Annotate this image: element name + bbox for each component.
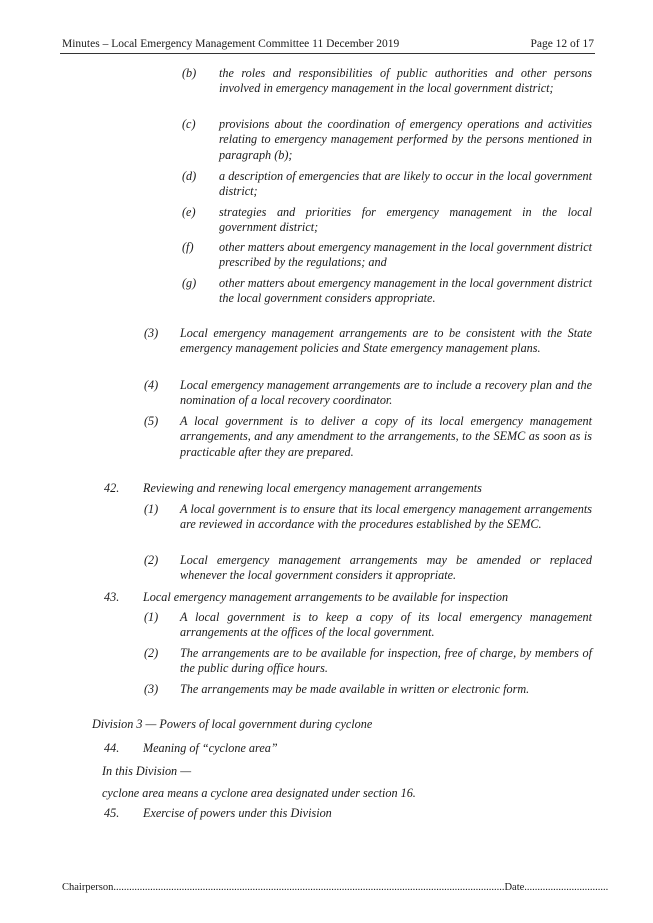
para-label-f: (f) (182, 240, 194, 254)
section-heading-43: Local emergency management arrangements to be available for inspection (143, 590, 509, 604)
header-title: Minutes – Local Emergency Management Committee 11 December 2019 (62, 38, 400, 50)
subsection-label-41-3: (3) (144, 326, 159, 340)
definition-cyclone-area: cyclone area means a cyclone area designated under section 16. (102, 786, 416, 800)
subsection-43-3: The arrangements may be made available in written or electronic form. (180, 682, 530, 696)
para-label-e: (e) (182, 205, 196, 219)
para-label-c: (c) (182, 117, 196, 131)
para-d: a description of emergencies that are likely to occur in the local government district; (219, 169, 592, 199)
signature-footer (62, 882, 608, 893)
division-intro: In this Division — (102, 764, 192, 778)
subsection-label-42-1: (1) (144, 502, 159, 516)
para-label-b: (b) (182, 66, 197, 80)
section-number-42: 42. (104, 481, 120, 495)
para-b: the roles and responsibilities of public authorities and other persons involved in emergency management in the local government district; (219, 66, 592, 96)
subsection-41-5: A local government is to deliver a copy of its local emergency management arrangements, and any amendment to the arrangements, to the SEMC as soon as is practicable after they are prepared. (180, 414, 592, 459)
subsection-42-2: Local emergency management arrangements may be amended or replaced whenever the local government considers it appropriate. (180, 553, 592, 583)
chairperson-label: Chairperson (62, 882, 114, 893)
division-heading: Division 3 — Powers of local government during cyclone (92, 717, 373, 731)
para-e: strategies and priorities for emergency management in the local government district; (219, 205, 592, 235)
header-divider (60, 53, 595, 54)
subsection-label-41-5: (5) (144, 414, 159, 428)
page-number: Page 12 of 17 (530, 38, 594, 50)
para-g: other matters about emergency management in the local government district the local government considers appropriate. (219, 276, 592, 306)
subsection-41-4: Local emergency management arrangements are to include a recovery plan and the nomination of a local recovery coordinator. (180, 378, 592, 408)
section-number-44: 44. (104, 741, 120, 755)
section-number-45: 45. (104, 806, 120, 820)
section-heading-44: Meaning of “cyclone area” (143, 741, 278, 755)
subsection-label-43-1: (1) (144, 610, 159, 624)
date-line: ................................ (524, 882, 609, 893)
date-label: Date (504, 882, 525, 893)
section-number-43: 43. (104, 590, 120, 604)
subsection-43-2: The arrangements are to be available for inspection, free of charge, by members of the public during office hours. (180, 646, 592, 676)
para-c: provisions about the coordination of emergency operations and activities relating to emergency management performed by the persons mentioned in paragraph (b); (219, 117, 592, 162)
para-label-g: (g) (182, 276, 197, 290)
subsection-label-43-2: (2) (144, 646, 159, 660)
section-heading-45: Exercise of powers under this Division (143, 806, 332, 820)
subsection-42-1: A local government is to ensure that its local emergency management arrangements are reviewed in accordance with the procedures established by the SEMC. (180, 502, 592, 532)
subsection-41-3: Local emergency management arrangements are to be consistent with the State emergency management policies and State emergency management plans. (180, 326, 592, 356)
chairperson-signature-line: ..................................................................................................................................................... (113, 882, 505, 893)
subsection-label-41-4: (4) (144, 378, 159, 392)
para-label-d: (d) (182, 169, 197, 183)
subsection-label-42-2: (2) (144, 553, 159, 567)
subsection-label-43-3: (3) (144, 682, 159, 696)
section-heading-42: Reviewing and renewing local emergency management arrangements (143, 481, 482, 495)
para-f: other matters about emergency management in the local government district prescribed by the regulations; and (219, 240, 592, 270)
subsection-43-1: A local government is to keep a copy of its local emergency management arrangements at the offices of the local government. (180, 610, 592, 640)
